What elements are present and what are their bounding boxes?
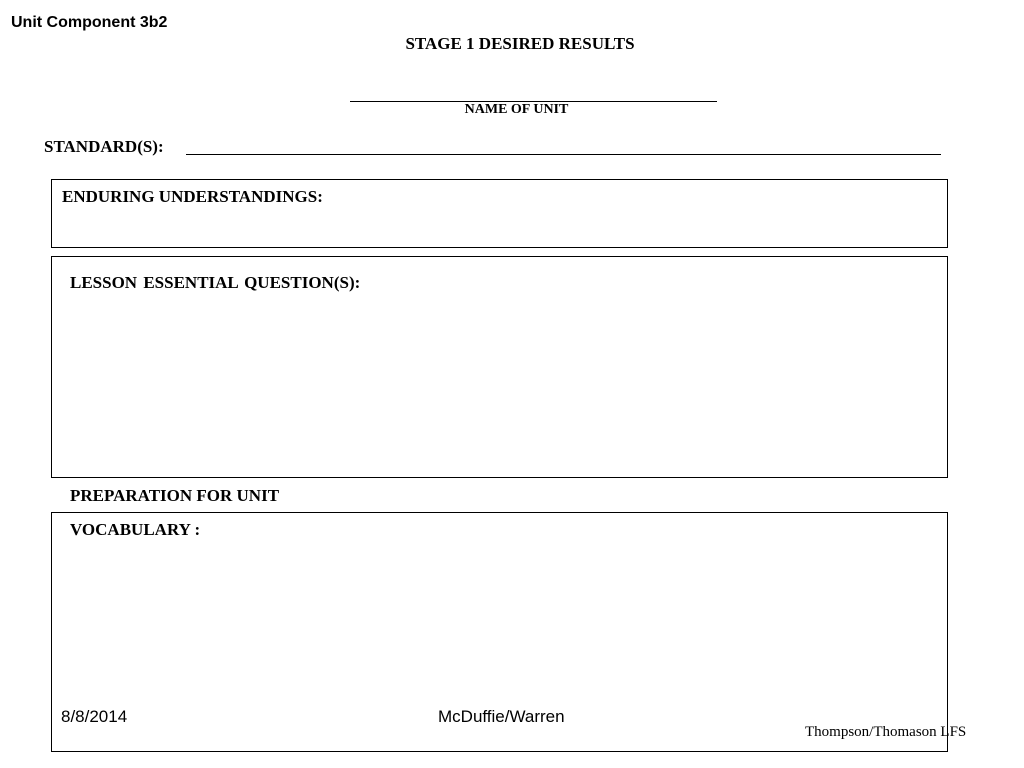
preparation-heading: PREPARATION FOR UNIT <box>70 486 280 505</box>
footer-credit: Thompson/Thomason LFS <box>805 724 967 740</box>
unit-component-label: Unit Component 3b2 <box>11 14 168 31</box>
standards-blank-line <box>186 154 941 155</box>
footer-authors: McDuffie/Warren <box>438 707 565 726</box>
footer-date: 8/8/2014 <box>61 707 128 726</box>
enduring-understandings-heading: ENDURING UNDERSTANDINGS: <box>62 187 323 206</box>
page-title: STAGE 1 DESIRED RESULTS <box>405 34 635 53</box>
essential-questions-heading: LESSON ESSENTIAL QUESTION(S): <box>70 273 361 292</box>
vocabulary-heading: VOCABULARY : <box>70 520 201 539</box>
standards-label: STANDARD(S): <box>44 137 164 156</box>
unit-name-label: NAME OF UNIT <box>464 102 569 117</box>
